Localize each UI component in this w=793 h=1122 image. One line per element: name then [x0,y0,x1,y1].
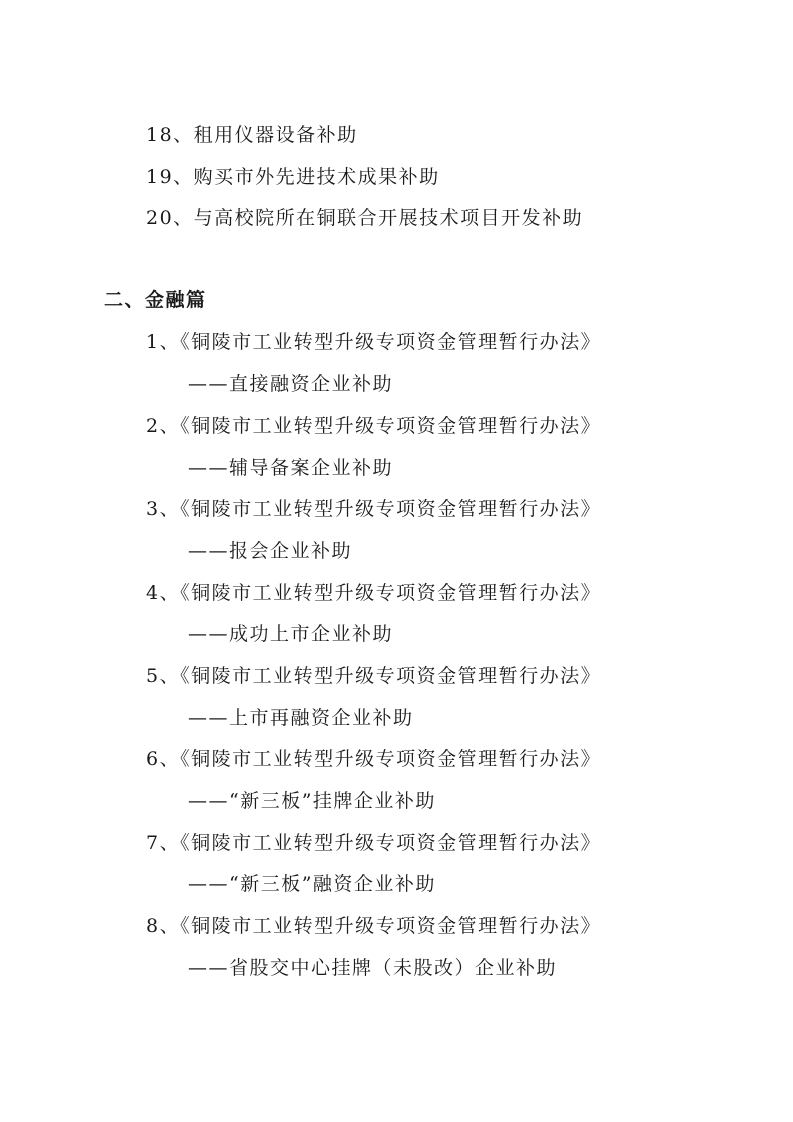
section-heading: 二、金融篇 [104,289,207,311]
list-item: 5、《铜陵市工业转型升级专项资金管理暂行办法》 [146,665,602,687]
list-item: 6、《铜陵市工业转型升级专项资金管理暂行办法》 [146,748,602,770]
list-item-subtitle: ——辅导备案企业补助 [188,457,394,479]
list-item: 1、《铜陵市工业转型升级专项资金管理暂行办法》 [146,331,602,353]
list-item: 20、与高校院所在铜联合开展技术项目开发补助 [146,207,584,229]
list-item: 4、《铜陵市工业转型升级专项资金管理暂行办法》 [146,582,602,604]
list-item: 3、《铜陵市工业转型升级专项资金管理暂行办法》 [146,498,602,520]
list-item-subtitle: ——省股交中心挂牌（未股改）企业补助 [188,957,558,979]
list-item-subtitle: ——“新三板”融资企业补助 [188,873,436,895]
list-item-subtitle: ——“新三板”挂牌企业补助 [188,790,436,812]
list-item-subtitle: ——报会企业补助 [188,540,353,562]
list-item: 2、《铜陵市工业转型升级专项资金管理暂行办法》 [146,415,602,437]
list-item: 8、《铜陵市工业转型升级专项资金管理暂行办法》 [146,915,602,937]
list-item-subtitle: ——成功上市企业补助 [188,623,394,645]
list-item: 7、《铜陵市工业转型升级专项资金管理暂行办法》 [146,832,602,854]
list-item-subtitle: ——直接融资企业补助 [188,373,394,395]
list-item: 19、购买市外先进技术成果补助 [146,166,440,188]
list-item-subtitle: ——上市再融资企业补助 [188,707,414,729]
list-item: 18、租用仪器设备补助 [146,124,358,146]
